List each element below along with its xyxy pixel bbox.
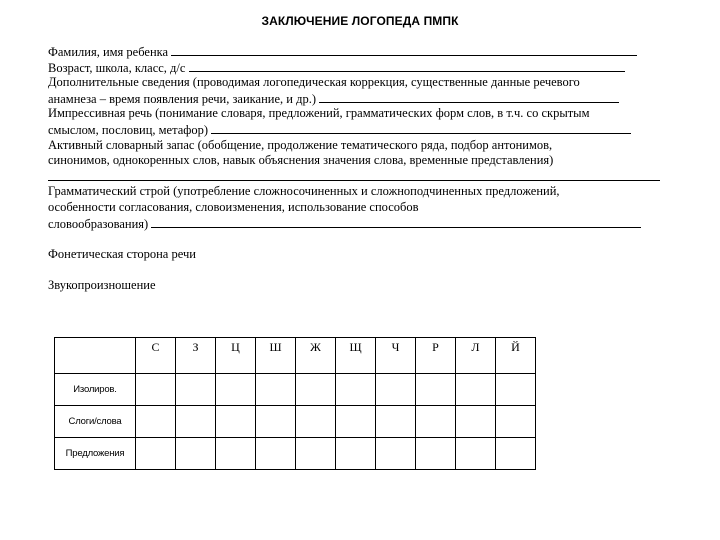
impressive-speech-row-1 (48, 106, 660, 122)
table-row (55, 438, 536, 470)
letter-header: Щ (336, 338, 376, 374)
grammar-label-2: особенности согласования, словоизменения, использование способов (48, 199, 419, 214)
active-vocab-label-1: Активный словарный запас (обобщение, продолжение тематического ряда, подбор антонимов, (48, 137, 553, 152)
table-cell[interactable] (336, 438, 376, 470)
table-cell[interactable] (416, 374, 456, 406)
table-cell[interactable] (456, 374, 496, 406)
age-school-field[interactable] (189, 60, 625, 72)
letter-header: Л (456, 338, 496, 374)
document-title: ЗАКЛЮЧЕНИЕ ЛОГОПЕДА ПМПК (261, 14, 459, 28)
extra-info-label-2: анамнеза – время появления речи, заикание, и др.) (48, 91, 316, 106)
sound-pronunciation-table (54, 337, 536, 470)
letter-header: Й (496, 338, 536, 374)
grammar-label-3: словообразования) (48, 216, 149, 231)
table-cell[interactable] (296, 438, 336, 470)
phonetic-row (48, 247, 660, 263)
impressive-speech-label-2: смыслом, пословиц, метафор) (48, 122, 209, 137)
age-school-label: Возраст, школа, класс, д/с (48, 60, 186, 75)
impressive-speech-label-1: Импрессивная речь (понимание словаря, предложений, грамматических форм слов, в т.ч. со скрытым (48, 106, 590, 121)
letter-header: Ш (256, 338, 296, 374)
active-vocab-label-2: синонимов, однокоренных слов, навык объяснения значения слова, временные представления) (48, 153, 554, 168)
table-cell[interactable] (256, 374, 296, 406)
table-cell[interactable] (336, 406, 376, 438)
row-label-sentences: Предложения (55, 438, 136, 470)
grammar-label-1: Грамматический строй (употребление сложносочиненных и сложноподчиненных предложений, (48, 184, 560, 199)
table-cell[interactable] (376, 406, 416, 438)
table-cell[interactable] (216, 438, 256, 470)
sound-pronunciation-row (48, 278, 660, 294)
extra-info-row-1 (48, 75, 660, 91)
table-cell[interactable] (296, 406, 336, 438)
grammar-row-2 (48, 200, 660, 216)
table-cell[interactable] (376, 374, 416, 406)
impressive-speech-field[interactable] (211, 122, 631, 134)
table-cell[interactable] (376, 438, 416, 470)
table-corner-cell (55, 338, 136, 374)
row-label-syllables: Слоги/слова (55, 406, 136, 438)
table-cell[interactable] (176, 438, 216, 470)
letter-header: З (176, 338, 216, 374)
child-name-field[interactable] (171, 44, 637, 56)
table-cell[interactable] (136, 374, 176, 406)
letter-header: Ц (216, 338, 256, 374)
impressive-speech-row-2 (48, 122, 660, 138)
active-vocab-field[interactable] (48, 169, 660, 181)
child-name-label: Фамилия, имя ребенка (48, 45, 169, 59)
table-cell[interactable] (296, 374, 336, 406)
table-cell[interactable] (456, 406, 496, 438)
row-label-isolated: Изолиров. (55, 374, 136, 406)
table-cell[interactable] (176, 406, 216, 438)
table-cell[interactable] (136, 406, 176, 438)
grammar-field[interactable] (151, 216, 641, 228)
table-cell[interactable] (136, 438, 176, 470)
extra-info-row-2 (48, 91, 660, 107)
table-cell[interactable] (216, 406, 256, 438)
letter-header: Р (416, 338, 456, 374)
assessment-form (48, 44, 660, 294)
table-cell[interactable] (176, 374, 216, 406)
letter-header: Ж (296, 338, 336, 374)
table-cell[interactable] (496, 406, 536, 438)
extra-info-field[interactable] (319, 91, 619, 103)
sound-pronunciation-label: Звукопроизношение (48, 277, 156, 292)
table-cell[interactable] (456, 438, 496, 470)
table-cell[interactable] (496, 438, 536, 470)
age-school-row (48, 60, 660, 76)
extra-info-label-1: Дополнительные сведения (проводимая логопедическая коррекция, существенные данные речевого (48, 75, 580, 90)
table-row (55, 406, 536, 438)
grammar-row-1 (48, 184, 660, 200)
active-vocab-row-1 (48, 138, 660, 154)
child-name-row (48, 44, 660, 60)
table-row (55, 374, 536, 406)
table-cell[interactable] (336, 374, 376, 406)
table-cell[interactable] (416, 406, 456, 438)
table-cell[interactable] (496, 374, 536, 406)
active-vocab-blank-row (48, 169, 660, 185)
letter-header: Ч (376, 338, 416, 374)
grammar-row-3 (48, 216, 660, 232)
active-vocab-row-2 (48, 153, 660, 169)
table-cell[interactable] (416, 438, 456, 470)
table-cell[interactable] (216, 374, 256, 406)
phonetic-label: Фонетическая сторона речи (48, 246, 196, 261)
table-cell[interactable] (256, 406, 296, 438)
letter-header: С (136, 338, 176, 374)
table-header-row (55, 338, 536, 374)
table-cell[interactable] (256, 438, 296, 470)
